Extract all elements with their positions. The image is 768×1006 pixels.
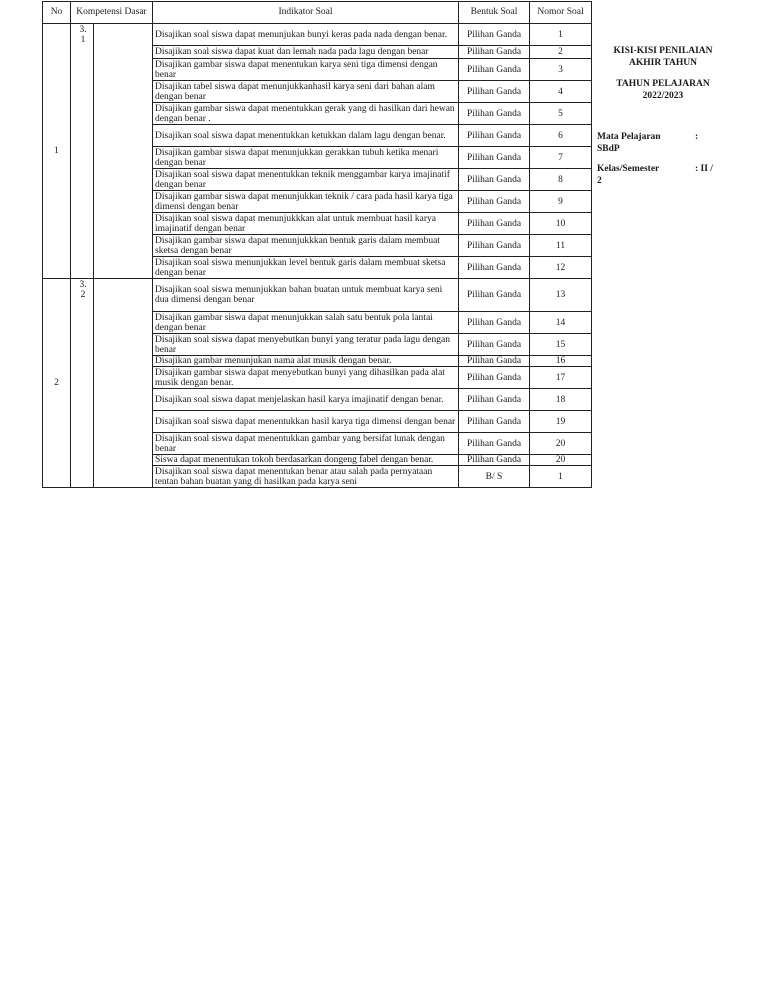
question-number: 10 [530,213,592,235]
row-number: 2 [43,279,71,488]
question-number: 9 [530,191,592,213]
question-form: Pilihan Ganda [459,24,530,46]
table-body [43,24,592,488]
header-indikator-soal: Indikator Soal [153,2,459,24]
indicator-text: Disajikan soal siswa dapat kuat dan lemah nada pada lagu dengan benar [153,46,459,59]
indicator-text: Disajikan gambar siswa dapat menunjukkan gerakkan tubuh ketika menari dengan benar [153,147,459,169]
header-bentuk-soal: Bentuk Soal [459,2,530,24]
question-number: 20 [530,433,592,455]
semester-value: 2 [597,176,602,186]
question-number: 8 [530,169,592,191]
question-number: 3 [530,59,592,81]
class-label: Kelas/Semester [597,164,660,174]
question-number: 7 [530,147,592,169]
question-number: 11 [530,235,592,257]
kd-wrap [73,279,150,487]
kompetensi-dasar-cell [71,279,153,488]
question-form: Pilihan Ganda [459,279,530,312]
indicator-text: Disajikan soal siswa dapat menentukkan teknik menggambar karya imajinatif dengan benar [153,169,459,191]
question-form: Pilihan Ganda [459,433,530,455]
header-kompetensi-dasar: Kompetensi Dasar [71,2,153,24]
question-number: 16 [530,356,592,367]
question-form: Pilihan Ganda [459,455,530,466]
question-number: 13 [530,279,592,312]
question-form: Pilihan Ganda [459,367,530,389]
question-form: Pilihan Ganda [459,81,530,103]
header-no: No [43,2,71,24]
indicator-text: Disajikan gambar siswa dapat menyebutkan bunyi yang dihasilkan pada alat musik dengan benar. [153,367,459,389]
question-number: 18 [530,389,592,411]
indicator-text: Disajikan gambar siswa dapat menunjukkan teknik / cara pada hasil karya tiga dimensi dengan benar [153,191,459,213]
side-panel [597,45,729,195]
indicator-text: Disajikan soal siswa dapat menentukan benar atau salah pada pernyataan tentan bahan buatan yang di hasilkan pada karya seni [153,466,459,488]
question-number: 1 [530,466,592,488]
subject-colon: : [695,132,699,142]
question-form: Pilihan Ganda [459,125,530,147]
indicator-text: Disajikan tabel siswa dapat menunjukkanhasil karya seni dari bahan alam dengan benar [153,81,459,103]
class-row [597,163,729,195]
indicator-text: Disajikan soal siswa dapat menentukkan gambar yang bersifat lunak dengan benar [153,433,459,455]
question-form: Pilihan Ganda [459,389,530,411]
question-number: 2 [530,46,592,59]
subject-value: SBdP [597,144,620,154]
grid-table [42,1,592,488]
table-row [43,279,592,312]
indicator-text: Disajikan soal siswa menunjukkan level bentuk garis dalam membuat sketsa dengan benar [153,257,459,279]
question-form: Pilihan Ganda [459,147,530,169]
header-nomor-soal: Nomor Soal [530,2,592,24]
subject-row [597,131,729,163]
indicator-text: Disajikan gambar siswa dapat menentukkan gerak yang di hasilkan dari hewan dengan benar . [153,103,459,125]
indicator-text: Disajikan soal siswa dapat menyebutkan bunyi yang teratur pada lagu dengan benar [153,334,459,356]
class-value: : II / [695,164,713,174]
question-number: 15 [530,334,592,356]
indicator-text: Disajikan gambar menunjukan nama alat musik dengan benar. [153,356,459,367]
question-number: 19 [530,411,592,433]
indicator-text: Disajikan soal siswa dapat menunjukkkan alat untuk membuat hasil karya imajinatif dengan benar [153,213,459,235]
row-number: 1 [43,24,71,279]
kd-code: 3. 2 [73,279,94,487]
question-form: Pilihan Ganda [459,103,530,125]
kd-wrap [73,24,150,278]
question-number: 4 [530,81,592,103]
indicator-text: Disajikan soal siswa dapat menentukkan hasil karya tiga dimensi dengan benar [153,411,459,433]
subject-label: Mata Pelajaran [597,132,661,142]
question-form: Pilihan Ganda [459,213,530,235]
question-number: 5 [530,103,592,125]
question-form: Pilihan Ganda [459,334,530,356]
question-form: Pilihan Ganda [459,312,530,334]
indicator-text: Disajikan soal siswa dapat menjelaskan hasil karya imajinatif dengan benar. [153,389,459,411]
question-number: 20 [530,455,592,466]
question-form: Pilihan Ganda [459,46,530,59]
header-row [43,2,592,24]
indicator-text: Disajikan soal siswa dapat menunjukan bunyi keras pada nada dengan benar. [153,24,459,46]
question-number: 14 [530,312,592,334]
question-form: Pilihan Ganda [459,257,530,279]
indicator-text: Disajikan gambar siswa dapat menentukan karya seni tiga dimensi dengan benar [153,59,459,81]
question-form: B/ S [459,466,530,488]
question-form: Pilihan Ganda [459,356,530,367]
question-number: 1 [530,24,592,46]
kompetensi-dasar-cell [71,24,153,279]
document-title: KISI-KISI PENILAIAN AKHIR TAHUN [613,46,713,68]
indicator-text: Disajikan gambar siswa dapat menunjukkan salah satu bentuk pola lantai dengan benar [153,312,459,334]
academic-year: TAHUN PELAJARAN 2022/2023 [616,79,710,101]
question-number: 6 [530,125,592,147]
question-number: 17 [530,367,592,389]
question-form: Pilihan Ganda [459,59,530,81]
question-form: Pilihan Ganda [459,411,530,433]
meta-block [597,131,729,195]
kd-code: 3. 1 [73,24,94,278]
indicator-text: Siswa dapat menentukan tokoh berdasarkan dongeng fabel dengan benar. [153,455,459,466]
question-form: Pilihan Ganda [459,235,530,257]
question-form: Pilihan Ganda [459,191,530,213]
indicator-text: Disajikan soal siswa dapat menentukkan ketukkan dalam lagu dengan benar. [153,125,459,147]
table-row [43,24,592,46]
question-form: Pilihan Ganda [459,169,530,191]
indicator-text: Disajikan gambar siswa dapat menunjukkkan bentuk garis dalam membuat sketsa dengan benar [153,235,459,257]
indicator-text: Disajikan soal siswa menunjukkan bahan buatan untuk membuat karya seni dua dimensi dengan benar [153,279,459,312]
question-number: 12 [530,257,592,279]
